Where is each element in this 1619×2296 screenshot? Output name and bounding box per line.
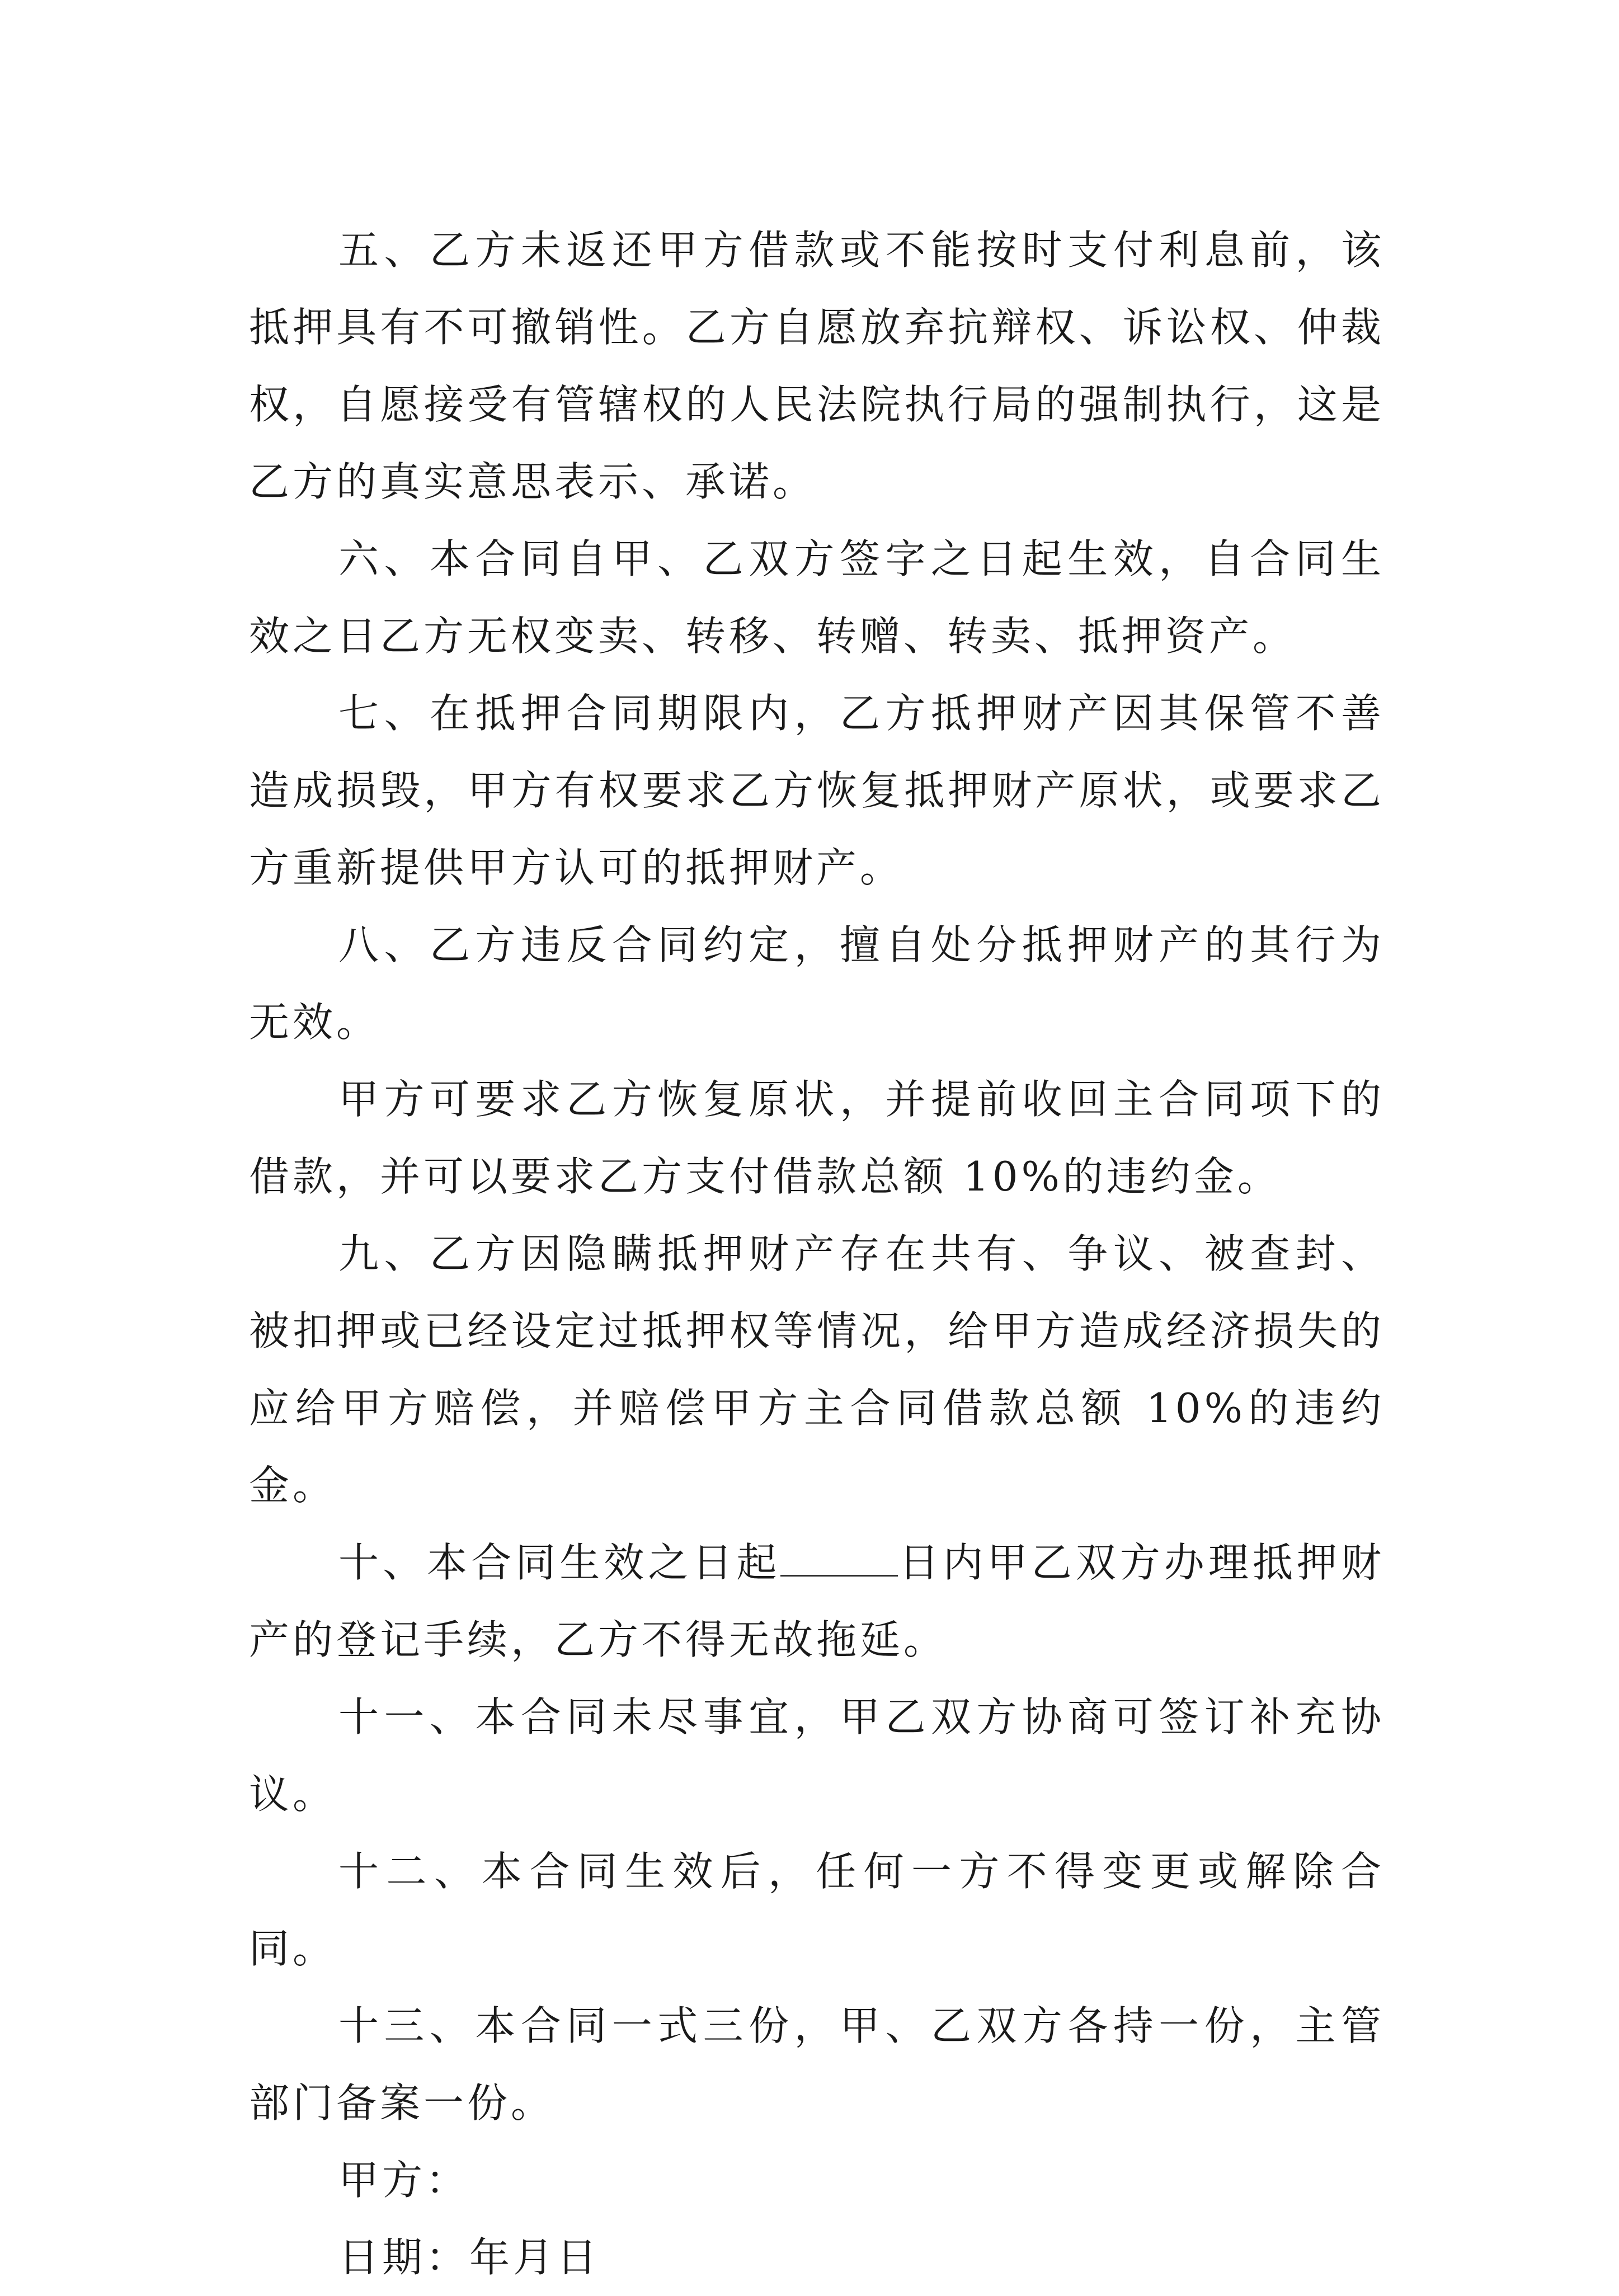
clause-9: 九、乙方因隐瞒抵押财产存在共有、争议、被查封、被扣押或已经设定过抵押权等情况，给甲方造成经济损失的应给甲方赔偿，并赔偿甲方主合同借款总额 10%的违约金。 [249, 1230, 1385, 1509]
fill-in-blank-days [780, 1540, 898, 1577]
contract-body [249, 211, 1385, 2296]
clause-7: 七、在抵押合同期限内，乙方抵押财产因其保管不善造成损毁，甲方有权要求乙方恢复抵押财产原状，或要求乙方重新提供甲方认可的抵押财产。 [249, 690, 1385, 891]
date-line: 日期：年月日 [338, 2234, 601, 2281]
clause-8: 八、乙方违反合同约定，擅自处分抵押财产的其行为无效。 [249, 921, 1385, 1046]
clause-11: 十一、本合同未尽事宜，甲乙双方协商可签订补充协议。 [249, 1693, 1385, 1818]
clause-6: 六、本合同自甲、乙双方签字之日起生效，自合同生效之日乙方无权变卖、转移、转赠、转卖、抵押资产。 [249, 535, 1385, 660]
clause-12: 十二、本合同生效后，任何一方不得变更或解除合同。 [249, 1848, 1385, 1972]
clause-5: 五、乙方未返还甲方借款或不能按时支付利息前，该抵押具有不可撤销性。乙方自愿放弃抗辩权、诉讼权、仲裁权，自愿接受有管辖权的人民法院执行局的强制执行，这是乙方的真实意思表示、承诺。 [249, 227, 1385, 505]
clause-10 [249, 1524, 1385, 1678]
clause-10-before-blank: 十、本合同生效之日起 [338, 1539, 781, 1586]
clause-10-after-blank: 日内甲乙双方办理抵押财产的登记手续，乙方不得无故拖延。 [249, 1539, 1385, 1663]
party-a-signature-line: 甲方： [338, 2157, 470, 2204]
clause-8-continued: 甲方可要求乙方恢复原状，并提前收回主合同项下的借款，并可以要求乙方支付借款总额 10%的违约金。 [249, 1076, 1385, 1200]
clause-13: 十三、本合同一式三份，甲、乙双方各持一份，主管部门备案一份。 [249, 2002, 1385, 2126]
